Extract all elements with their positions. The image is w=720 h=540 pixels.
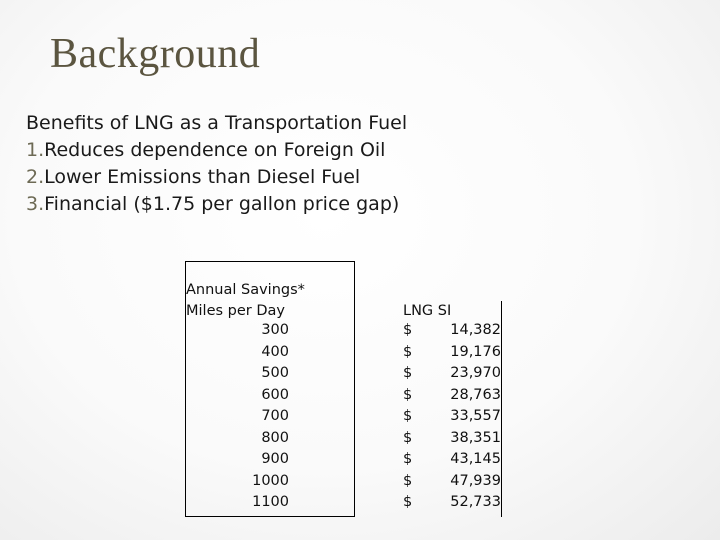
miles-cell: 700 [261,408,289,424]
savings-column [415,320,501,514]
savings-cell: 23,970 [450,365,501,381]
benefit-text: Lower Emissions than Diesel Fuel [44,166,361,188]
miles-cell: 800 [261,429,289,446]
currency-column [403,320,412,514]
miles-cell: 300 [261,322,289,338]
header-annual-savings: Annual Savings* [186,282,305,298]
currency-symbol: $ [403,494,413,510]
benefit-number: 2. [26,166,45,188]
savings-cell: 52,733 [450,494,501,510]
benefit-number: 1. [26,139,45,161]
savings-cell: 38,351 [450,429,501,446]
currency-symbol: $ [403,386,413,403]
benefit-text: Reduces dependence on Foreign Oil [44,139,386,161]
miles-cell: 400 [261,343,289,360]
header-lng-si: LNG SI [403,303,452,319]
savings-cell: 33,557 [450,408,501,424]
benefit-item-3 [26,191,407,218]
savings-cell: 28,763 [450,386,501,403]
miles-cell: 1100 [252,494,289,510]
currency-symbol: $ [403,472,413,489]
miles-cell: 900 [261,451,289,467]
savings-cell: 14,382 [450,322,501,338]
annual-savings-table [185,261,502,517]
benefit-item-2 [26,164,407,191]
benefits-list [26,110,407,218]
currency-symbol: $ [403,451,413,467]
currency-symbol: $ [403,429,413,446]
miles-cell: 600 [261,386,289,403]
miles-column [185,320,289,514]
savings-cell: 47,939 [450,472,501,489]
header-miles-per-day: Miles per Day [186,303,285,319]
currency-symbol: $ [403,408,413,424]
benefit-item-1 [26,137,407,164]
currency-symbol: $ [403,343,413,360]
currency-symbol: $ [403,322,413,338]
savings-cell: 19,176 [450,343,501,360]
benefit-text: Financial ($1.75 per gallon price gap) [44,193,400,215]
table-right-border [501,301,502,517]
benefits-intro: Benefits of LNG as a Transportation Fuel [26,112,408,134]
savings-cell: 43,145 [450,451,501,467]
miles-cell: 500 [261,365,289,381]
slide-title: Background [50,31,261,77]
currency-symbol: $ [403,365,413,381]
miles-cell: 1000 [252,472,289,489]
benefit-number: 3. [26,193,45,215]
